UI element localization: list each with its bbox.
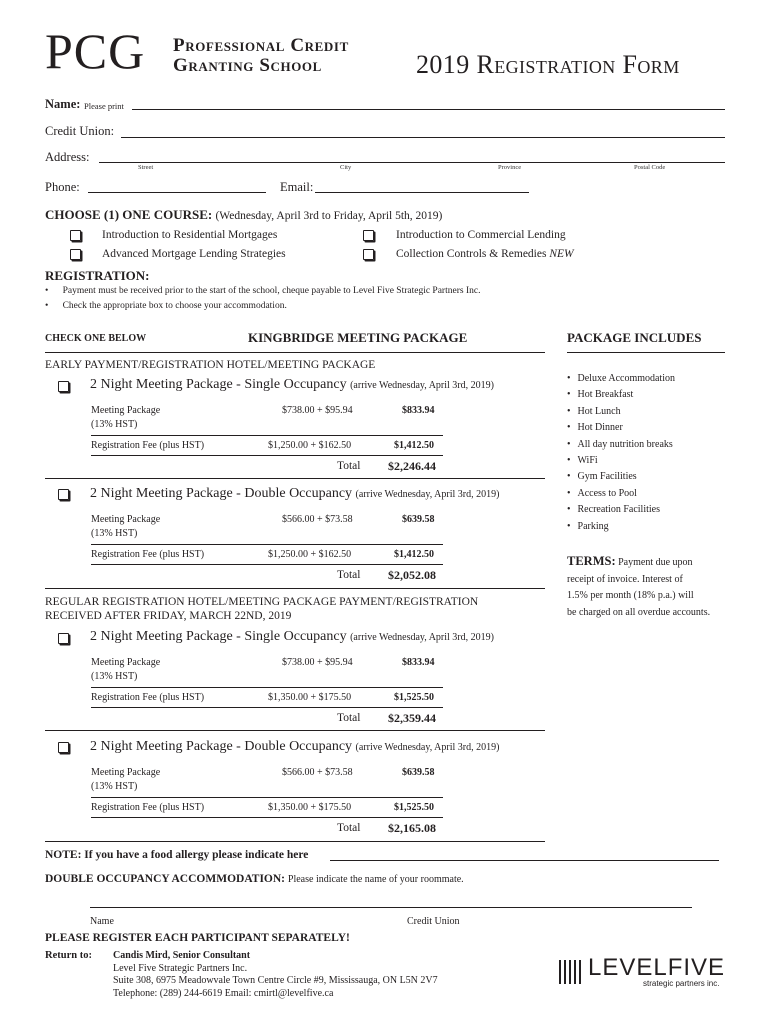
early-single-mp-label: Meeting Package: [91, 405, 161, 416]
early-double-arrive: (arrive Wednesday, April 3rd, 2019): [355, 489, 500, 500]
early-single-title-text: 2 Night Meeting Package - Single Occupancy: [90, 377, 347, 392]
include-item: • Access to Pool: [567, 486, 675, 502]
terms: [567, 553, 737, 621]
early-double-bottom-rule: [45, 588, 545, 589]
allergy-note: NOTE: If you have a food allergy please indicate here: [45, 849, 309, 861]
early-single-checkbox[interactable]: [58, 381, 69, 392]
course-advanced: Advanced Mortgage Lending Strategies: [102, 248, 286, 260]
contact-company: Level Five Strategic Partners Inc.: [113, 962, 248, 974]
address-field[interactable]: [99, 162, 725, 163]
contact-address: Suite 308, 6975 Meadowvale Town Centre Circle #9, Mississauga, ON L5N 2V7: [113, 975, 438, 986]
registration-bullet-1-text: Payment must be received prior to the start of the school, cheque payable to Level Five Strategic Partners Inc.: [62, 286, 481, 296]
regular-single-rf-calc: $1,350.00 + $175.50: [268, 692, 352, 703]
roommate-name-label: Name: [90, 916, 114, 927]
include-item: • Recreation Facilities: [567, 502, 675, 518]
header-check-one: CHECK ONE BELOW: [45, 333, 147, 344]
address-sub-province: Province: [498, 164, 522, 171]
regular-double-total-label: Total: [337, 822, 361, 834]
regular-single-title-text: 2 Night Meeting Package - Single Occupancy: [90, 629, 347, 644]
regular-single-mp-amt: $833.94: [402, 657, 435, 668]
early-single-rf-calc: $1,250.00 + $162.50: [268, 440, 352, 451]
package-includes-list: [567, 371, 675, 535]
email-field[interactable]: [315, 192, 529, 193]
course-checkbox-residential[interactable]: [70, 230, 81, 241]
course-checkbox-advanced[interactable]: [70, 249, 81, 260]
pcg-logo: PCG: [45, 23, 146, 79]
early-single-rule: [91, 435, 443, 436]
include-item: • All day nutrition breaks: [567, 437, 675, 453]
regular-double-bottom-rule: [45, 841, 545, 842]
regular-single-rf-amt: $1,525.50: [394, 692, 434, 703]
allergy-field[interactable]: [330, 860, 719, 861]
course-residential: Introduction to Residential Mortgages: [102, 229, 278, 241]
regular-single-mp-label: Meeting Package: [91, 657, 161, 668]
return-to-label: Return to:: [45, 950, 92, 961]
include-item: • WiFi: [567, 453, 675, 469]
registration-bullet-2: • Check the appropriate box to choose your accommodation.: [45, 301, 287, 311]
regular-double-rf-amt: $1,525.50: [394, 802, 434, 813]
double-occupancy-text: Please indicate the name of your roommate.: [287, 874, 464, 885]
email-label: Email:: [280, 180, 314, 194]
early-single-rf-label: Registration Fee (plus HST): [91, 440, 205, 451]
table-header-rule: [45, 352, 545, 353]
course-collection: [396, 248, 574, 260]
include-item: • Hot Breakfast: [567, 387, 675, 403]
double-occupancy: [45, 873, 464, 885]
course-commercial: Introduction to Commercial Lending: [396, 229, 566, 241]
early-single-mp-calc: $738.00 + $95.94: [282, 405, 353, 416]
regular-single-arrive: (arrive Wednesday, April 3rd, 2019): [350, 632, 494, 643]
early-double-rule: [91, 544, 443, 545]
early-single-total: $2,246.44: [388, 459, 436, 473]
header-kingbridge: KINGBRIDGE MEETING PACKAGE: [248, 330, 468, 345]
regular-single-rule: [91, 687, 443, 688]
address-sub-postal: Postal Code: [634, 164, 666, 171]
terms-label: TERMS:: [567, 554, 616, 568]
levelfive-bars-icon: [558, 956, 588, 986]
early-double-mp-sub: (13% HST): [91, 528, 138, 539]
contact-name: Candis Mird, Senior Consultant: [113, 950, 251, 961]
early-double-title: [90, 486, 499, 502]
course-checkbox-commercial[interactable]: [363, 230, 374, 241]
early-double-checkbox[interactable]: [58, 489, 69, 500]
terms-text-1: Payment due upon: [618, 557, 693, 568]
early-double-rule-2: [91, 564, 443, 565]
registration-bullet-2-text: Check the appropriate box to choose your accommodation.: [62, 301, 287, 311]
regular-single-mp-calc: $738.00 + $95.94: [282, 657, 353, 668]
course-dates: (Wednesday, April 3rd to Friday, April 5th, 2019): [215, 210, 443, 222]
early-double-rf-calc: $1,250.00 + $162.50: [268, 549, 352, 560]
regular-single-bottom-rule: [45, 730, 545, 731]
early-double-rf-label: Registration Fee (plus HST): [91, 549, 205, 560]
regular-double-rf-label: Registration Fee (plus HST): [91, 802, 205, 813]
name-label: Name:: [45, 97, 81, 111]
early-double-rf-amt: $1,412.50: [394, 549, 434, 560]
regular-double-rf-calc: $1,350.00 + $175.50: [268, 802, 352, 813]
address-sub-city: City: [340, 164, 352, 171]
registration-heading: REGISTRATION:: [45, 268, 150, 283]
early-double-total: $2,052.08: [388, 568, 436, 582]
regular-single-total: $2,359.44: [388, 711, 436, 725]
regular-heading-line2: RECEIVED AFTER FRIDAY, MARCH 22ND, 2019: [45, 609, 292, 622]
early-single-mp-sub: (13% HST): [91, 419, 138, 430]
early-single-mp-amt: $833.94: [402, 405, 435, 416]
regular-single-rf-label: Registration Fee (plus HST): [91, 692, 205, 703]
regular-double-rule: [91, 797, 443, 798]
includes-header-rule: [567, 352, 725, 353]
terms-line1: [567, 553, 737, 572]
credit-union-field[interactable]: [121, 137, 725, 138]
form-title: 2019 Registration Form: [416, 50, 680, 79]
contact-phone-email: Telephone: (289) 244-6619 Email: cmirtl@levelfive.ca: [113, 987, 334, 999]
regular-double-rule-2: [91, 817, 443, 818]
name-field[interactable]: [132, 109, 725, 110]
include-item: • Deluxe Accommodation: [567, 371, 675, 387]
early-double-mp-calc: $566.00 + $73.58: [282, 514, 353, 525]
include-item: • Hot Dinner: [567, 420, 675, 436]
regular-double-total: $2,165.08: [388, 821, 436, 835]
new-tag: NEW: [549, 248, 574, 260]
regular-heading: [45, 596, 478, 623]
regular-double-checkbox[interactable]: [58, 742, 69, 753]
phone-label: Phone:: [45, 180, 80, 194]
school-name: [173, 36, 349, 76]
address-sub-street: Street: [138, 164, 154, 171]
regular-single-total-label: Total: [337, 712, 361, 724]
regular-double-mp-sub: (13% HST): [91, 781, 138, 792]
registration-bullet-1: • Payment must be received prior to the start of the school, cheque payable to Level Five Strategic Partners Inc.: [45, 286, 481, 296]
regular-double-mp-amt: $639.58: [402, 767, 435, 778]
regular-heading-line1: REGULAR REGISTRATION HOTEL/MEETING PACKAGE PAYMENT/REGISTRATION: [45, 596, 479, 608]
roommate-field[interactable]: [90, 907, 692, 908]
early-single-rf-amt: $1,412.50: [394, 440, 434, 451]
early-single-title: [90, 377, 494, 393]
register-each-notice: PLEASE REGISTER EACH PARTICIPANT SEPARATELY!: [45, 932, 350, 944]
course-collection-label: Collection Controls & Remedies: [396, 248, 547, 260]
regular-single-rule-2: [91, 707, 443, 708]
address-label: Address:: [45, 150, 90, 164]
school-name-line2: Granting School: [173, 55, 322, 76]
credit-union-label: Credit Union:: [45, 124, 115, 138]
double-occupancy-label: DOUBLE OCCUPANCY ACCOMMODATION:: [45, 873, 286, 885]
name-hint: Please print: [84, 101, 124, 111]
phone-field[interactable]: [88, 192, 266, 193]
regular-double-mp-label: Meeting Package: [91, 767, 161, 778]
course-checkbox-collection[interactable]: [363, 249, 374, 260]
course-heading: [45, 207, 442, 223]
terms-text-3: 1.5% per month (18% p.a.) will: [567, 590, 694, 601]
regular-double-arrive: (arrive Wednesday, April 3rd, 2019): [355, 742, 500, 753]
include-item: • Hot Lunch: [567, 404, 675, 420]
early-double-mp-label: Meeting Package: [91, 514, 161, 525]
regular-double-title-text: 2 Night Meeting Package - Double Occupancy: [90, 739, 353, 754]
early-single-total-label: Total: [337, 460, 361, 472]
regular-double-title: [90, 739, 499, 755]
early-single-arrive: (arrive Wednesday, April 3rd, 2019): [350, 380, 494, 391]
course-heading-title: CHOOSE (1) ONE COURSE:: [45, 207, 213, 222]
header-package-includes: PACKAGE INCLUDES: [567, 330, 702, 345]
early-double-total-label: Total: [337, 569, 361, 581]
include-item: • Gym Facilities: [567, 469, 675, 485]
early-double-title-text: 2 Night Meeting Package - Double Occupancy: [90, 486, 353, 501]
roommate-cu-label: Credit Union: [407, 916, 460, 927]
regular-single-checkbox[interactable]: [58, 633, 69, 644]
school-name-line1: Professional Credit: [173, 35, 349, 56]
early-single-bottom-rule: [45, 478, 545, 479]
regular-single-mp-sub: (13% HST): [91, 671, 138, 682]
contact-block: [113, 950, 438, 1000]
terms-text-2: receipt of invoice. Interest of: [567, 573, 683, 585]
early-double-mp-amt: $639.58: [402, 514, 435, 525]
early-single-rule-2: [91, 455, 443, 456]
regular-single-title: [90, 629, 494, 645]
levelfive-wordmark: LEVELFIVE: [588, 954, 726, 981]
early-heading: EARLY PAYMENT/REGISTRATION HOTEL/MEETING PACKAGE: [45, 359, 376, 371]
terms-text-4: be charged on all overdue accounts.: [567, 606, 711, 618]
include-item: • Parking: [567, 519, 675, 535]
levelfive-tagline: strategic partners inc.: [643, 979, 720, 988]
regular-double-mp-calc: $566.00 + $73.58: [282, 767, 353, 778]
